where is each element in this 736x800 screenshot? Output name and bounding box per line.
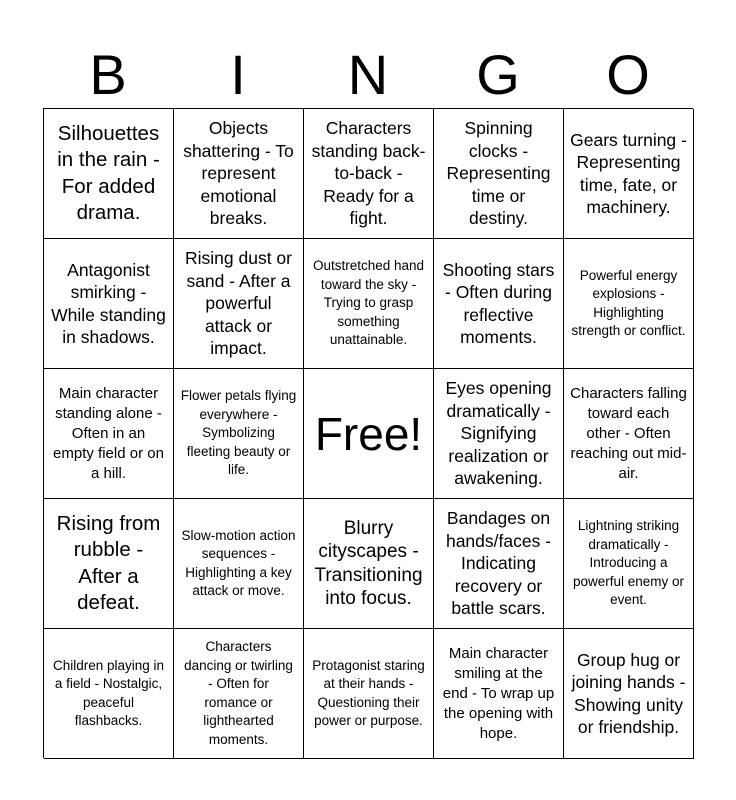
cell-text: Blurry cityscapes - Transitioning into focus.	[314, 517, 423, 609]
bingo-cell[interactable]	[304, 109, 434, 239]
cell-text: Gears turning - Representing time, fate, or machinery.	[570, 129, 687, 217]
bingo-cell[interactable]	[434, 369, 564, 499]
bingo-cell[interactable]	[564, 239, 694, 369]
cell-text: Lightning striking dramatically - Introducing a powerful enemy or event.	[572, 518, 685, 608]
bingo-cell[interactable]	[304, 629, 434, 759]
cell-text: Bandages on hands/faces - Indicating recovery or battle scars.	[445, 508, 552, 619]
bingo-cell[interactable]	[174, 499, 304, 629]
bingo-cell[interactable]	[304, 239, 434, 369]
cell-text: Outstretched hand toward the sky - Trying to grasp something unattainable.	[312, 258, 425, 348]
header-letter-o: O	[606, 43, 650, 106]
cell-text: Rising dust or sand - After a powerful attack or impact.	[185, 248, 292, 359]
cell-text: Antagonist smirking - While standing in shadows.	[51, 259, 166, 347]
bingo-cell[interactable]	[174, 369, 304, 499]
free-space-text: Free!	[314, 407, 423, 460]
bingo-cell[interactable]	[434, 109, 564, 239]
cell-text: Children playing in a field - Nostalgic, peaceful flashbacks.	[52, 657, 165, 728]
bingo-cell[interactable]	[174, 239, 304, 369]
bingo-cell[interactable]	[564, 629, 694, 759]
bingo-board	[43, 108, 693, 758]
bingo-cell[interactable]	[44, 629, 174, 759]
bingo-cell[interactable]	[564, 369, 694, 499]
header-letter-n: N	[347, 43, 389, 106]
bingo-cell[interactable]	[434, 629, 564, 759]
cell-text: Powerful energy explosions - Highlighting strength or conflict.	[571, 267, 686, 338]
bingo-cell[interactable]	[174, 629, 304, 759]
cell-text: Eyes opening dramatically - Signifying realization or awakening.	[445, 378, 552, 489]
bingo-cell[interactable]	[434, 239, 564, 369]
bingo-header	[43, 42, 693, 108]
bingo-cell[interactable]	[44, 499, 174, 629]
bingo-cell[interactable]	[434, 499, 564, 629]
cell-text: Protagonist staring at their hands - Questioning their power or purpose.	[312, 657, 425, 728]
bingo-cell[interactable]	[44, 369, 174, 499]
bingo-cell[interactable]	[304, 499, 434, 629]
cell-text: Silhouettes in the rain - For added drama.	[57, 121, 160, 224]
cell-text: Characters falling toward each other - Often reaching out mid-air.	[570, 384, 687, 482]
header-letter-i: I	[230, 43, 246, 106]
cell-text: Main character smiling at the end - To wrap up the opening with hope.	[442, 644, 555, 742]
header-letter-g: G	[476, 43, 520, 106]
cell-text: Slow-motion action sequences - Highlighting a key attack or move.	[181, 527, 296, 598]
cell-text: Rising from rubble - After a defeat.	[56, 511, 161, 614]
cell-text: Characters dancing or twirling - Often for romance or lighthearted moments.	[184, 639, 293, 747]
cell-text: Main character standing alone - Often in an empty field or on a hill.	[53, 384, 164, 482]
cell-text: Group hug or joining hands - Showing unity or friendship.	[571, 649, 686, 737]
bingo-cell[interactable]	[564, 109, 694, 239]
header-letter-b: B	[89, 43, 127, 106]
cell-text: Shooting stars - Often during reflective moments.	[442, 259, 555, 347]
bingo-cell[interactable]	[174, 109, 304, 239]
free-space-cell[interactable]	[304, 369, 434, 499]
cell-text: Spinning clocks - Representing time or destiny.	[446, 118, 551, 229]
bingo-cell[interactable]	[44, 239, 174, 369]
cell-text: Characters standing back-to-back - Ready for a fight.	[311, 118, 426, 229]
cell-text: Flower petals flying everywhere - Symbolizing fleeting beauty or life.	[180, 388, 297, 478]
cell-text: Objects shattering - To represent emotional breaks.	[183, 118, 294, 229]
bingo-cell[interactable]	[564, 499, 694, 629]
bingo-cell[interactable]	[44, 109, 174, 239]
